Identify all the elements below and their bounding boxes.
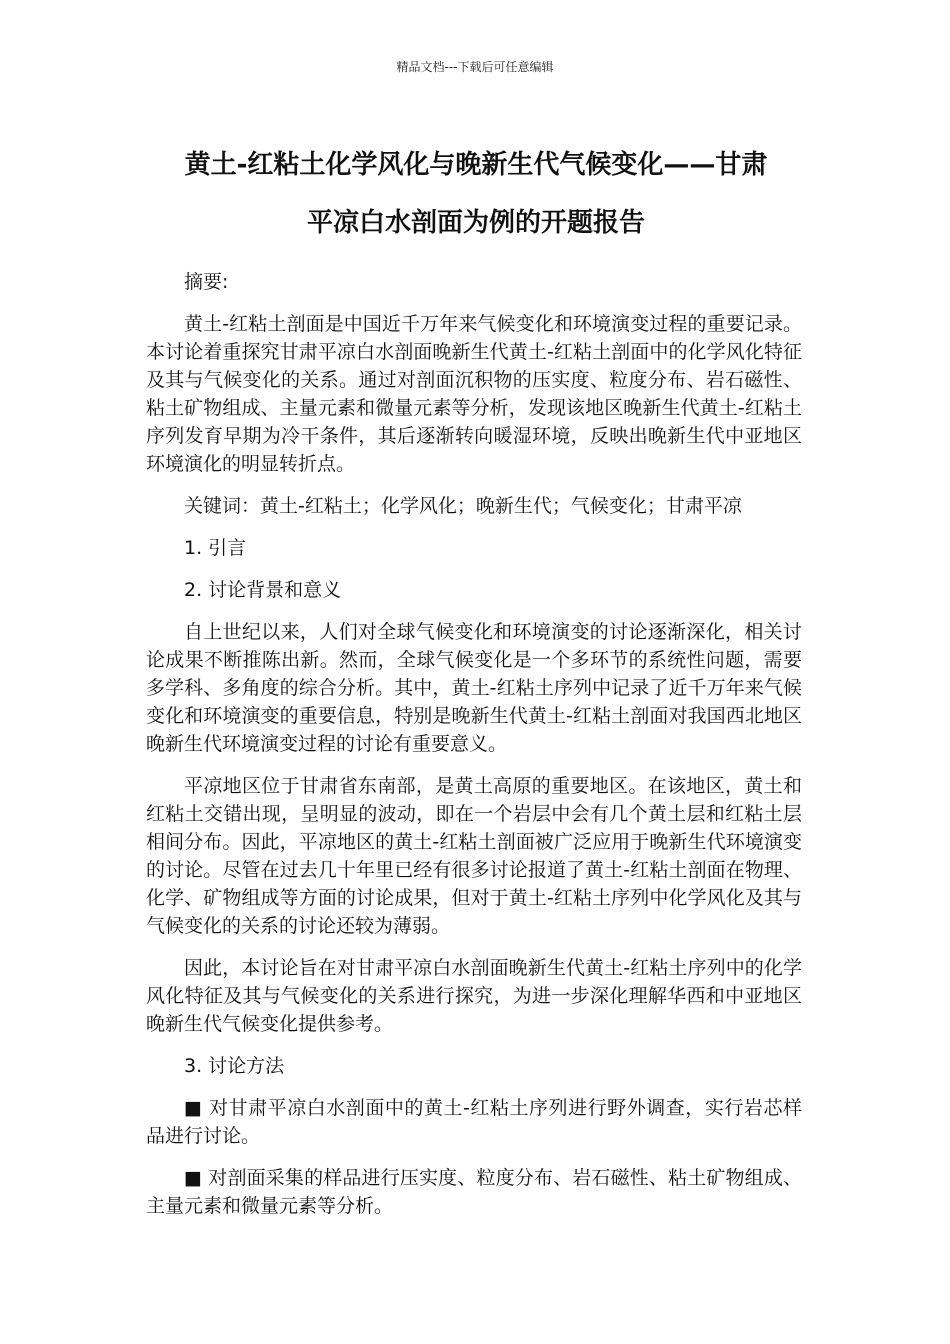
method-item-2: ■ 对剖面采集的样品进行压实度、粒度分布、岩石磁性、粘土矿物组成、主量元素和微量元素等分析。 — [146, 1167, 802, 1217]
background-paragraph-2: 平凉地区位于甘肃省东南部，是黄土高原的重要地区。在该地区，黄土和红粘土交错出现，呈明显的波动，即在一个岩层中会有几个黄土层和红粘土层相间分布。因此，平凉地区的黄土-红粘土剖面被广泛应用于晚新生代环境演变的讨论。尽管在过去几十年里已经有很多讨论报道了黄土-红粘土剖面在物理、化学、矿物组成等方面的讨论成果，但对于黄土-红粘土序列中化学风化及其与气候变化的关系的讨论还较为薄弱。 — [146, 775, 802, 937]
background-paragraph-3: 因此，本讨论旨在对甘肃平凉白水剖面晚新生代黄土-红粘土序列中的化学风化特征及其与气候变化的关系进行探究，为进一步深化理解华西和中亚地区晚新生代气候变化提供参考。 — [146, 957, 802, 1035]
title-line-2: 平凉白水剖面为例的开题报告 — [306, 208, 645, 238]
document-body — [146, 268, 802, 1234]
page-header: 精品文档---下载后可任意编辑 — [396, 60, 554, 74]
section-heading-introduction: 1. 引言 — [184, 537, 247, 559]
abstract-paragraph: 黄土-红粘土剖面是中国近千万年来气候变化和环境演变过程的重要记录。本讨论着重探究甘肃平凉白水剖面晚新生代黄土-红粘土剖面中的化学风化特征及其与气候变化的关系。通过对剖面沉积物的压实度、粒度分布、岩石磁性、粘土矿物组成、主量元素和微量元素等分析，发现该地区晚新生代黄土-红粘土序列发育早期为冷干条件，其后逐渐转向暖湿环境，反映出晚新生代中亚地区环境演化的明显转折点。 — [146, 313, 802, 475]
abstract-label: 摘要: — [184, 271, 229, 293]
section-heading-methods: 3. 讨论方法 — [184, 1055, 285, 1077]
title-line-1: 黄土-红粘土化学风化与晚新生代气候变化——甘肃 — [184, 150, 768, 180]
document-title — [146, 136, 806, 252]
background-paragraph-1: 自上世纪以来，人们对全球气候变化和环境演变的讨论逐渐深化，相关讨论成果不断推陈出新。然而，全球气候变化是一个多环节的系统性问题，需要多学科、多角度的综合分析。其中，黄土-红粘土序列中记录了近千万年来气候变化和环境演变的重要信息，特别是晚新生代黄土-红粘土剖面对我国西北地区晚新生代环境演变过程的讨论有重要意义。 — [146, 621, 802, 755]
method-item-1: ■ 对甘肃平凉白水剖面中的黄土-红粘土序列进行野外调查，实行岩芯样品进行讨论。 — [146, 1097, 802, 1147]
keywords-line: 关键词：黄土-红粘土；化学风化；晚新生代；气候变化；甘肃平凉 — [184, 495, 742, 517]
section-heading-background: 2. 讨论背景和意义 — [184, 579, 342, 601]
